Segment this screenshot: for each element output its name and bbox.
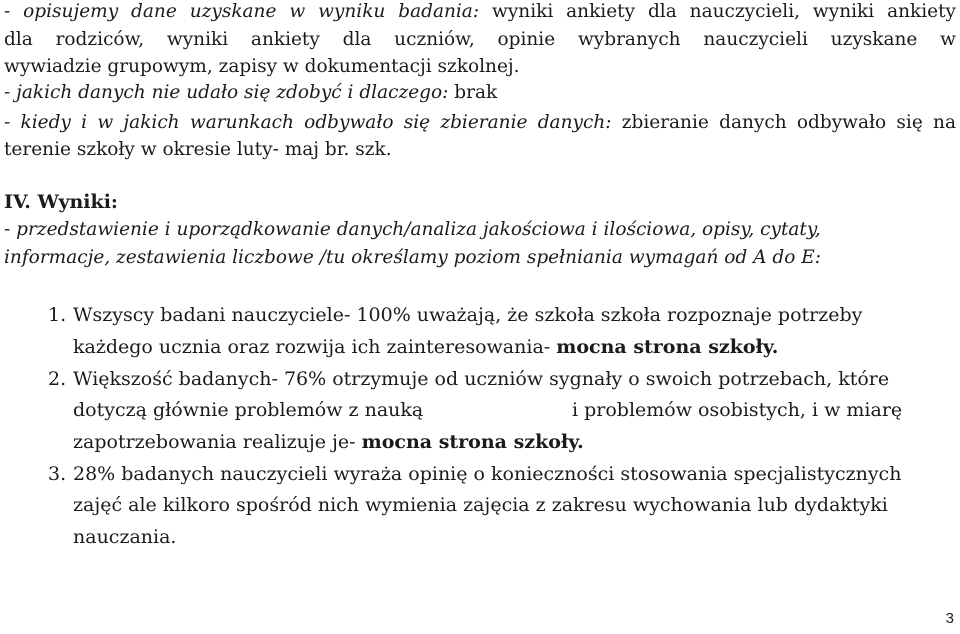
page-number: 3 (945, 610, 954, 627)
para-data-sources-text: wyniki ankiety dla nauczycieli, wyniki ankiety (479, 1, 956, 22)
list-item-3-line-1: 28% badanych nauczycieli wyraża opinię o konieczności stosowania specjalistycznych (73, 463, 902, 485)
list-item-1-line-1: Wszyscy badani nauczyciele- 100% uważają, że szkoła szkoła rozpoznaje potrzeby (73, 304, 863, 326)
para-data-sources-line-2: dla rodziców, wyniki ankiety dla uczniów, opinie wybranych nauczycieli uzyskane w (4, 29, 956, 50)
list-item-2-text: zapotrzebowania realizuje je- (73, 431, 362, 453)
list-item-1-strength: mocna strona szkoły. (556, 336, 779, 358)
list-item-2-number: 2. (48, 368, 67, 390)
para-data-sources-line-3: wywiadzie grupowym, zapisy w dokumentacji szkolnej. (4, 56, 520, 77)
para-data-sources-label: - opisujemy dane uzyskane w wyniku badania: (4, 1, 480, 22)
results-intro-line-1 (4, 218, 821, 242)
list-item-1-text: każdego ucznia oraz rozwija ich zainteresowania- (73, 336, 557, 358)
list-item-3-line-2: zajęć ale kilkoro spośród nich wymienia zajęcia z zakresu wychowania lub dydaktyki (73, 494, 888, 516)
list-item-1-number: 1. (48, 304, 67, 326)
results-intro-text-2: informacje, zestawienia liczbowe /tu określamy poziom spełniania wymagań od A do E: (4, 247, 821, 268)
list-item-3-line-3: nauczania. (73, 526, 177, 548)
list-item-3-number: 3. (48, 463, 67, 485)
para-missing-data-text: brak (448, 82, 498, 103)
list-item-2-line-2a: dotyczą głównie problemów z nauką (73, 399, 424, 421)
list-item-1-line-2 (73, 334, 778, 360)
list-item-2-line-1: Większość badanych- 76% otrzymuje od uczniów sygnały o swoich potrzebach, które (73, 368, 890, 390)
list-item-2-strength: mocna strona szkoły. (361, 431, 584, 453)
results-intro-line-2 (4, 246, 821, 270)
para-collection-line-1 (4, 111, 956, 135)
results-intro-text-1: - przedstawienie i uporządkowanie danych/analiza jakościowa i ilościowa, opisy, cytaty, (4, 219, 821, 240)
list-item-2-line-3 (73, 429, 584, 455)
section-heading-results: IV. Wyniki: (4, 191, 118, 213)
para-collection-label: - kiedy i w jakich warunkach odbywało się zbieranie danych: (4, 112, 612, 133)
para-collection-line-2: terenie szkoły w okresie luty- maj br. szk. (4, 139, 392, 160)
para-data-sources-line-1 (4, 0, 956, 24)
list-item-2-line-2b: i problemów osobistych, i w miarę (572, 399, 903, 421)
para-missing-data (4, 81, 497, 105)
para-missing-data-label: - jakich danych nie udało się zdobyć i dlaczego: (4, 82, 449, 103)
para-collection-text: zbieranie danych odbywało się na (611, 112, 956, 133)
